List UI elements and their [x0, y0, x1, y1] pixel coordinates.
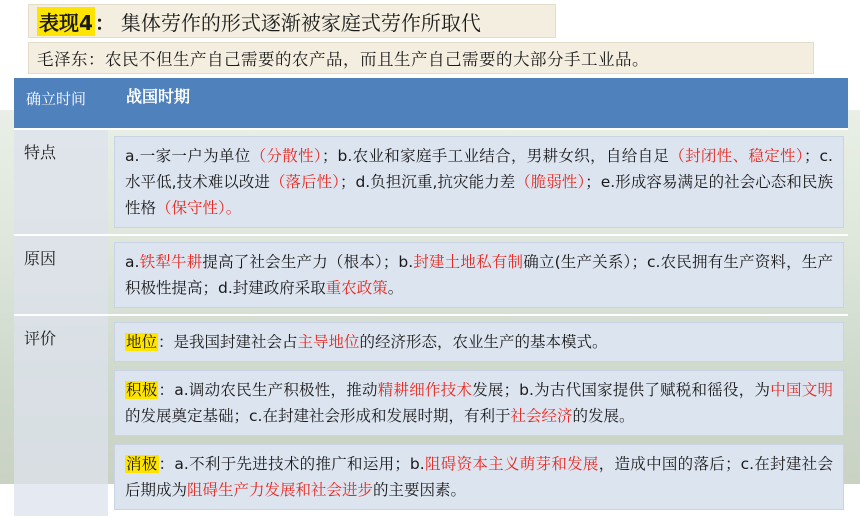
reasons-part: 提高了社会生产力（根本）；b.	[202, 253, 414, 271]
features-part: ；d.负担沉重,抗灾能力差	[339, 173, 516, 191]
title-colon: ：	[94, 10, 115, 35]
positive-part: 的发展奠定基础；c.在封建社会形成和发展时期，有利于	[125, 407, 511, 425]
reasons-part: 。	[387, 279, 404, 297]
row-label-reasons: 原因	[14, 235, 108, 315]
negative-part: 的主要因素。	[373, 481, 467, 499]
negative-tag: 消极	[126, 455, 158, 473]
row-evaluation	[14, 315, 848, 517]
positive-highlight: 社会经济	[510, 407, 573, 425]
features-highlight: （分散性）	[250, 147, 323, 165]
positive-part: 的发展。	[572, 407, 635, 425]
title-key: 表现4	[37, 7, 95, 36]
mao-quote: 毛泽东：农民不但生产自己需要的农产品，而且生产自己需要的大部分手工业品。	[28, 42, 814, 74]
reasons-highlight: 铁犁牛耕	[139, 253, 203, 271]
row-label-features: 特点	[14, 129, 108, 235]
status-part: 的经济形态，农业生产的基本模式。	[359, 333, 608, 351]
features-part: a.一家一户为单位	[125, 147, 251, 165]
evaluation-negative	[114, 444, 844, 510]
summary-table	[14, 78, 848, 518]
evaluation-positive	[114, 370, 844, 436]
header-label: 确立时间	[14, 78, 108, 129]
features-period: 。	[225, 199, 242, 217]
positive-part: ：a.调动农民生产积极性，推动	[158, 381, 378, 399]
negative-part: ，造成中国的落后；c.在封建社会后期成为	[125, 455, 833, 499]
reasons-highlight: 封建土地私有制	[413, 253, 524, 271]
header-row	[14, 78, 848, 129]
evaluation-status	[114, 322, 844, 362]
negative-part: ：a.不利于先进技术的推广和运用；b.	[158, 455, 425, 473]
status-highlight: 主导地位	[297, 333, 360, 351]
features-part: ；e.形成容易满足的社会心态和民族性格	[125, 173, 833, 217]
row-features	[14, 129, 848, 235]
features-highlight: （保守性）	[156, 199, 226, 217]
row-reasons	[14, 235, 848, 315]
title-text: 集体劳作的形式逐渐被家庭式劳作所取代	[120, 10, 481, 35]
features-highlight: （封闭性、稳定性）	[669, 147, 805, 165]
features-part: ；c.水平低,技术难以改进	[125, 147, 833, 191]
status-part: ：是我国封建社会占	[158, 333, 298, 351]
features-part: ；b.农业和家庭手工业结合，男耕女织，自给自足	[322, 147, 670, 165]
positive-highlight: 中国文明	[770, 381, 833, 399]
reasons-highlight: 重农政策	[325, 279, 388, 297]
reasons-part: 确立(生产关系）；c.农民拥有生产资料，生产积极性提高；d.封建政府采取	[125, 253, 833, 297]
reasons-text	[114, 242, 844, 308]
section-title	[28, 4, 556, 38]
reasons-part: a.	[125, 253, 140, 271]
features-text	[114, 136, 844, 228]
status-tag: 地位	[126, 333, 158, 351]
positive-highlight: 精耕细作技术	[377, 381, 473, 399]
features-highlight: （脆弱性）	[515, 173, 586, 191]
header-value: 战国时期	[108, 78, 848, 129]
row-label-evaluation: 评价	[14, 315, 108, 517]
positive-part: 发展；b.为古代国家提供了赋税和徭役，为	[472, 381, 771, 399]
negative-highlight: 阻碍生产力发展和社会进步	[187, 481, 374, 499]
features-highlight: （落后性）	[269, 173, 340, 191]
positive-tag: 积极	[126, 381, 158, 399]
negative-highlight: 阻碍资本主义萌芽和发展	[424, 455, 599, 473]
